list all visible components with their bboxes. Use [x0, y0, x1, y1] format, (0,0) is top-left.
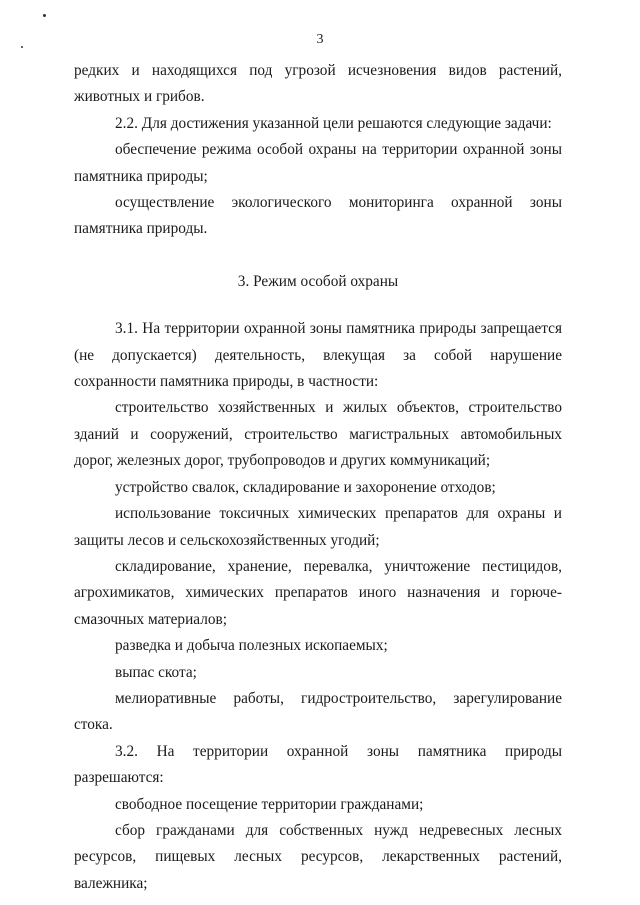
list-item-visiting: свободное посещение территории гражданами;	[115, 795, 424, 813]
paragraph-3-1: 3.1. На территории охранной зоны памятника природы запрещается (не допускается) деятельность, влекущая за собой нарушение сохранности памятника природы, в частности:	[74, 320, 562, 391]
list-item-melioration: мелиоративные работы, гидростроительство, зарегулирование стока.	[74, 689, 562, 734]
scan-speck	[43, 14, 46, 17]
paragraph-continuation: редких и находящихся под угрозой исчезновения видов растений, животных и грибов.	[74, 62, 562, 106]
list-item-toxic-chemicals: использование токсичных химических препаратов для охраны и защиты лесов и сельскохозяйственных угодий;	[74, 505, 562, 549]
page-number: 3	[316, 32, 324, 47]
list-item-gathering: сбор гражданами для собственных нужд недревесных лесных ресурсов, пищевых лесных ресурсов, лекарственных растений, валежника;	[74, 821, 562, 892]
paragraph-2-2: 2.2. Для достижения указанной цели решаются следующие задачи:	[115, 114, 552, 132]
document-body	[74, 58, 562, 897]
paragraph-3-2: 3.2. На территории охранной зоны памятника природы разрешаются:	[74, 742, 562, 787]
paragraph-task-monitoring: осуществление экологического мониторинга охранной зоны памятника природы.	[74, 194, 562, 238]
list-item-mining: разведка и добыча полезных ископаемых;	[115, 637, 388, 655]
paragraph-task-regime: обеспечение режима особой охраны на территории охранной зоны памятника природы;	[74, 141, 562, 185]
list-item-pesticides: складирование, хранение, перевалка, уничтожение пестицидов, агрохимикатов, химических препаратов иного назначения и горюче-смазочных материалов;	[74, 557, 562, 628]
list-item-construction: строительство хозяйственных и жилых объектов, строительство зданий и сооружений, строительство магистральных автомобильных дорог, железных дорог, трубопроводов и других коммуникаций;	[74, 399, 562, 470]
section-heading: 3. Режим особой охраны	[237, 272, 399, 290]
list-item-grazing: выпас скота;	[115, 663, 197, 681]
list-item-dumps: устройство свалок, складирование и захоронение отходов;	[115, 478, 496, 496]
